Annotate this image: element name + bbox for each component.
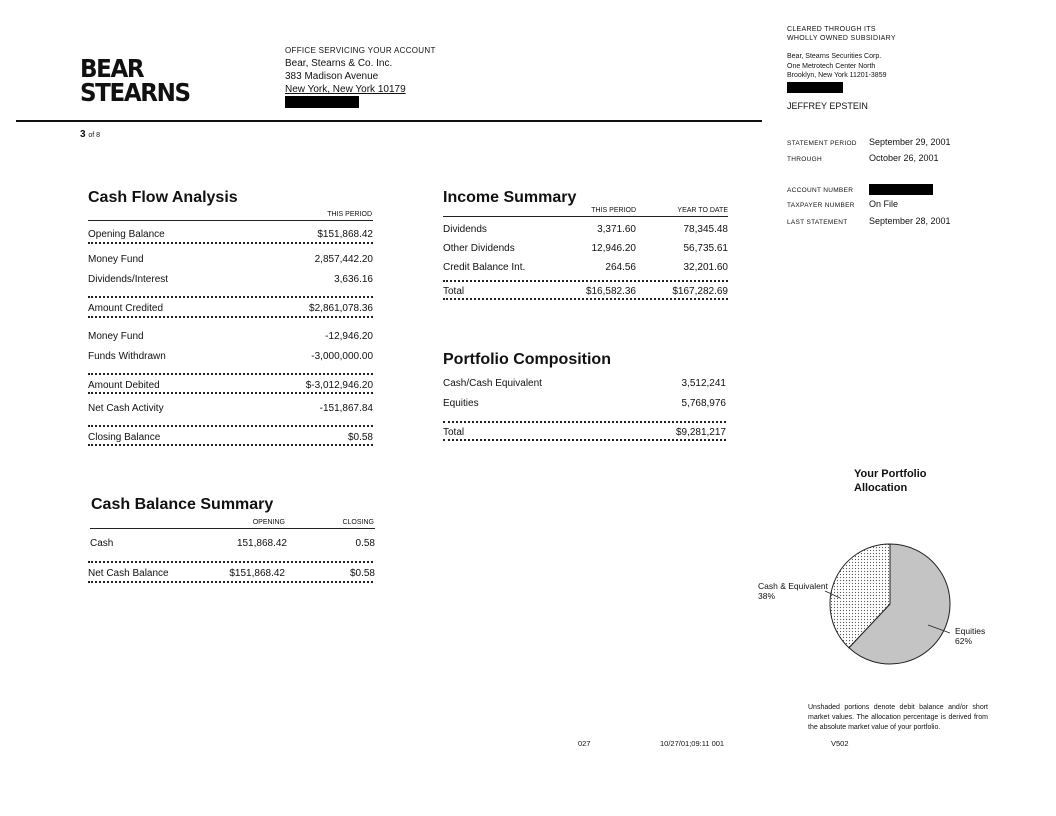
- divider: [88, 296, 373, 298]
- row-value: $2,861,078.36: [309, 303, 373, 314]
- row-value: 2,857,442.20: [314, 254, 373, 265]
- divider: [443, 298, 728, 300]
- row-period: $16,582.36: [585, 286, 636, 297]
- office-header: OFFICE SERVICING YOUR ACCOUNT: [285, 46, 436, 55]
- statement-period-value: September 29, 2001: [869, 137, 951, 147]
- divider: [90, 528, 375, 529]
- through-row: [787, 153, 939, 163]
- income-col-this-period: THIS PERIOD: [591, 207, 636, 214]
- row-value: 3,512,241: [681, 378, 726, 389]
- clearing-line-1: CLEARED THROUGH ITS: [787, 26, 876, 33]
- clearing-address-2: Brooklyn, New York 11201-3859: [787, 72, 887, 79]
- equities-pct: 62%: [955, 636, 973, 646]
- income-col-ytd: YEAR TO DATE: [677, 207, 728, 214]
- divider: [88, 444, 373, 446]
- row-label: Credit Balance Int.: [443, 262, 526, 273]
- divider: [88, 220, 373, 221]
- allocation-footnote: Unshaded portions denote debit balance and/or short market values. The allocation percentage is derived from the absolute market value of your portfolio.: [808, 704, 988, 731]
- last-statement-value: September 28, 2001: [869, 216, 951, 226]
- row-label: Dividends: [443, 224, 487, 235]
- cash-flow-title: Cash Flow Analysis: [88, 189, 238, 206]
- client-name: JEFFREY EPSTEIN: [787, 101, 868, 111]
- cash-balance-title: Cash Balance Summary: [91, 496, 274, 513]
- row-label: Total: [443, 286, 465, 297]
- clearing-address: [787, 52, 887, 81]
- row-value: 5,768,976: [681, 398, 726, 409]
- office-street: 383 Madison Avenue: [285, 71, 379, 82]
- statement-period-row: [787, 137, 951, 147]
- row-label: Net Cash Activity: [88, 403, 164, 414]
- allocation-title-line-1: Your Portfolio: [854, 468, 927, 480]
- header-rule: [16, 120, 762, 122]
- divider: [88, 392, 373, 394]
- row-ytd: 32,201.60: [683, 262, 728, 273]
- office-city: New York, New York 10179: [285, 84, 406, 95]
- clearing-line-2: WHOLLY OWNED SUBSIDIARY: [787, 35, 896, 42]
- divider: [88, 316, 373, 318]
- allocation-pie-chart: [740, 540, 1030, 680]
- taxpayer-label: TAXPAYER NUMBER: [787, 202, 855, 209]
- divider: [88, 561, 373, 563]
- row-ytd: $167,282.69: [672, 286, 728, 297]
- portfolio-composition-title: Portfolio Composition: [443, 351, 611, 368]
- row-closing: $0.58: [349, 568, 375, 579]
- divider: [443, 280, 728, 282]
- row-closing: 0.58: [355, 538, 375, 549]
- row-value: -151,867.84: [319, 403, 373, 414]
- logo-line-1: BEAR: [80, 54, 144, 83]
- cash-balance-col-closing: CLOSING: [342, 519, 374, 526]
- redaction-bar: [869, 184, 933, 195]
- row-opening: $151,868.42: [229, 568, 285, 579]
- row-label: Opening Balance: [88, 229, 165, 240]
- divider: [443, 439, 726, 441]
- row-value: -3,000,000.00: [311, 351, 373, 362]
- last-statement-label: LAST STATEMENT: [787, 219, 848, 226]
- row-value: 3,636.16: [334, 274, 373, 285]
- divider: [88, 581, 373, 583]
- cash-balance-col-opening: OPENING: [252, 519, 285, 526]
- row-period: 12,946.20: [591, 243, 636, 254]
- row-value: $-3,012,946.20: [305, 380, 373, 391]
- row-label: Funds Withdrawn: [88, 351, 166, 362]
- divider: [443, 216, 728, 217]
- row-value: -12,946.20: [325, 331, 373, 342]
- allocation-title: [854, 467, 927, 495]
- row-label: Net Cash Balance: [88, 568, 169, 579]
- page-of: of 8: [88, 132, 101, 139]
- row-period: 264.56: [605, 262, 636, 273]
- through-value: October 26, 2001: [869, 153, 939, 163]
- clearing-header: [787, 25, 896, 43]
- row-period: 3,371.60: [597, 224, 636, 235]
- footer-code-1: 027: [578, 739, 591, 748]
- equities-label: [955, 626, 985, 646]
- row-label: Other Dividends: [443, 243, 515, 254]
- row-label: Total: [443, 427, 465, 438]
- row-value: $9,281,217: [675, 427, 726, 438]
- row-label: Amount Debited: [88, 380, 160, 391]
- income-summary-title: Income Summary: [443, 189, 577, 206]
- divider: [88, 373, 373, 375]
- taxpayer-row: [787, 199, 898, 209]
- divider: [443, 421, 726, 423]
- row-value: $0.58: [347, 432, 373, 443]
- divider: [88, 425, 373, 427]
- row-label: Closing Balance: [88, 432, 161, 443]
- allocation-title-line-2: Allocation: [854, 482, 908, 494]
- account-number-label: ACCOUNT NUMBER: [787, 187, 854, 194]
- row-ytd: 56,735.61: [683, 243, 728, 254]
- row-label: Cash: [90, 538, 114, 549]
- equities-label-text: Equities: [955, 626, 986, 636]
- through-label: THROUGH: [787, 156, 822, 163]
- row-label: Amount Credited: [88, 303, 164, 314]
- last-statement-row: [787, 216, 951, 226]
- row-label: Equities: [443, 398, 479, 409]
- office-block: [285, 44, 436, 108]
- page-number: 3: [80, 129, 86, 140]
- statement-period-label: STATEMENT PERIOD: [787, 140, 857, 147]
- clearing-address-1: One Metrotech Center North: [787, 62, 876, 70]
- row-ytd: 78,345.48: [683, 224, 728, 235]
- office-name: Bear, Stearns & Co. Inc.: [285, 58, 393, 69]
- footer-code-2: V502: [831, 739, 849, 748]
- clearing-corp: Bear, Stearns Securities Corp.: [787, 53, 882, 60]
- logo-line-2: STEARNS: [80, 78, 190, 107]
- page-indicator: [80, 129, 100, 140]
- bear-stearns-logo: [80, 54, 190, 107]
- cash-equivalent-label: [758, 581, 828, 601]
- footer-timestamp: 10/27/01;09:11 001: [660, 739, 725, 748]
- row-value: $151,868.42: [317, 229, 373, 240]
- cash-flow-col-header: THIS PERIOD: [327, 211, 372, 218]
- cash-label-text: Cash & Equivalent: [758, 581, 828, 591]
- row-label: Dividends/Interest: [88, 274, 169, 285]
- row-opening: 151,868.42: [236, 538, 287, 549]
- taxpayer-value: On File: [869, 199, 899, 209]
- row-label: Cash/Cash Equivalent: [443, 378, 542, 389]
- account-number-row: [787, 184, 933, 195]
- row-label: Money Fund: [88, 331, 144, 342]
- redaction-bar: [285, 96, 359, 108]
- divider: [88, 242, 373, 244]
- redaction-bar: [787, 82, 843, 93]
- cash-pct: 38%: [758, 591, 776, 601]
- row-label: Money Fund: [88, 254, 144, 265]
